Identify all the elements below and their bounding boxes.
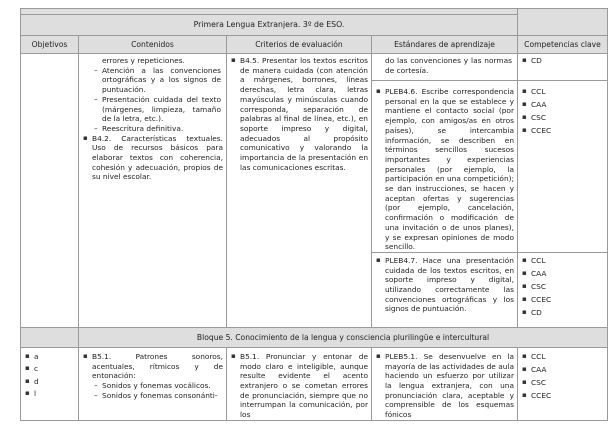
- table-row: [21, 347, 608, 420]
- competencia-item: ▪ CD: [521, 308, 604, 318]
- competencia-item: ▪ CD: [521, 56, 604, 66]
- criterio-bullet: ▪ B5.1. Pronunciar y entonar de modo claro e inteligible, aunque resulte evidente el acento extranjero o se cometan errores de pronunciación, siempre que no interrumpan la comunicación, por los: [230, 352, 368, 420]
- contenidos-cell-block5: [79, 347, 227, 420]
- competencias-cell: [518, 54, 608, 81]
- estandar-bullet: ▪ PLEB5.1. Se desenvuelve en la mayoría de las actividades de aula haciendo un esfuerzo por utilizar la lengua extranjera, con una pronunciación clara, aceptable y comprensible de los esquemas fónicos: [375, 352, 514, 420]
- objetivos-cell-block5: [21, 347, 79, 420]
- competencia-item: ▪ CCEC: [521, 295, 604, 305]
- table-title: Primera Lengua Extranjera. 3º de ESO.: [21, 15, 518, 36]
- objetivo-item: ▪ c: [24, 364, 75, 374]
- estandar-cell: [372, 81, 518, 253]
- objetivo-item: ▪ d: [24, 377, 75, 387]
- objetivo-item: ▪ l: [24, 389, 75, 399]
- header-objetivos: Objetivos: [21, 36, 79, 54]
- competencia-item: ▪ CAA: [521, 269, 604, 279]
- block-title-row: [21, 327, 608, 347]
- criterio-bullet: ▪ B4.5. Presentar los textos escritos de manera cuidada (con atención a márgenes, borrones, líneas derechas, letra clara, letras mayúsculas y minúsculas cuando corresponda, separación de palabras al final de línea, etc.), en soporte impreso y digital, adecuados al propósito comunicativo y valorando la importancia de la presentación en las comunicaciones escritas.: [230, 56, 368, 172]
- contenido-line: errores y repeticiones.: [102, 56, 185, 65]
- contenidos-cell-block4: [79, 54, 227, 328]
- contenido-item: – Sonidos y fonemas consonánti-: [82, 391, 223, 401]
- estandar-cell: [372, 54, 518, 81]
- objetivos-cell-block4: [21, 54, 79, 328]
- competencia-item: ▪ CCEC: [521, 391, 604, 401]
- competencia-item: ▪ CAA: [521, 100, 604, 110]
- competencia-item: ▪ CSC: [521, 282, 604, 292]
- contenido-item: – Atención a las convenciones ortográficas y a los signos de puntuación.: [82, 66, 223, 95]
- contenido-bullet: ▪ B4.2. Características textuales. Uso de recursos básicos para elaborar textos con coherencia, cohesión y adecuación, propios de su nivel escolar.: [82, 134, 223, 183]
- header-estandares: Estándares de aprendizaje: [372, 36, 518, 54]
- competencias-cell: [518, 81, 608, 253]
- header-competencias: Competencias clave: [518, 36, 608, 54]
- competencia-item: ▪ CSC: [521, 378, 604, 388]
- objetivo-item: ▪ a: [24, 352, 75, 362]
- estandar-cell-block5: [372, 347, 518, 420]
- competencias-cell: [518, 252, 608, 327]
- competencia-item: ▪ CCL: [521, 352, 604, 362]
- estandar-text: do las convenciones y las normas de cortesía.: [385, 56, 512, 75]
- header-row: [21, 36, 608, 54]
- contenido-item: – Presentación cuidada del texto (márgenes, limpieza, tamaño de la letra, etc.).: [82, 95, 223, 124]
- criterio-cell-block4: [227, 54, 372, 328]
- table-row: [21, 54, 608, 81]
- contenido-item: – Reescritura definitiva.: [82, 124, 223, 134]
- block5-title: Bloque 5. Conocimiento de la lengua y consciencia plurilingüe e intercultural: [79, 327, 608, 347]
- curriculum-table: [20, 8, 608, 421]
- contenido-item: – Sonidos y fonemas vocálicos.: [82, 381, 223, 391]
- competencia-item: ▪ CCEC: [521, 126, 604, 136]
- competencia-item: ▪ CAA: [521, 365, 604, 375]
- contenido-bullet: ▪ B5.1. Patrones sonoros, acentuales, rítmicos y de entonación:: [82, 352, 223, 381]
- competencia-item: ▪ CCL: [521, 256, 604, 266]
- competencia-item: ▪ CCL: [521, 87, 604, 97]
- estandar-cell: [372, 252, 518, 327]
- header-contenidos: Contenidos: [79, 36, 227, 54]
- competencias-cell-block5: [518, 347, 608, 420]
- estandar-bullet: ▪ PLEB4.6. Escribe correspondencia personal en la que se establece y mantiene el contacto social (por ejemplo, con amigos/as en otros países), se intercambia información, se describen en términos sencillos sucesos importantes y experiencias personales (por ejemplo, la participación en una competición); se dan instrucciones, se hacen y aceptan ofertas y sugerencias (por ejemplo, cancelación, confirmación o modificación de una invitación o de unos planes), y se expresan opiniones de modo sencillo.: [375, 87, 514, 252]
- header-criterios: Criterios de evaluación: [227, 36, 372, 54]
- competencia-item: ▪ CSC: [521, 113, 604, 123]
- estandar-bullet: ▪ PLEB4.7. Hace una presentación cuidada de los textos escritos, en soporte impreso y digital, utilizando correctamente las convenciones ortográficas y los signos de puntuación.: [375, 256, 514, 314]
- criterio-cell-block5: [227, 347, 372, 420]
